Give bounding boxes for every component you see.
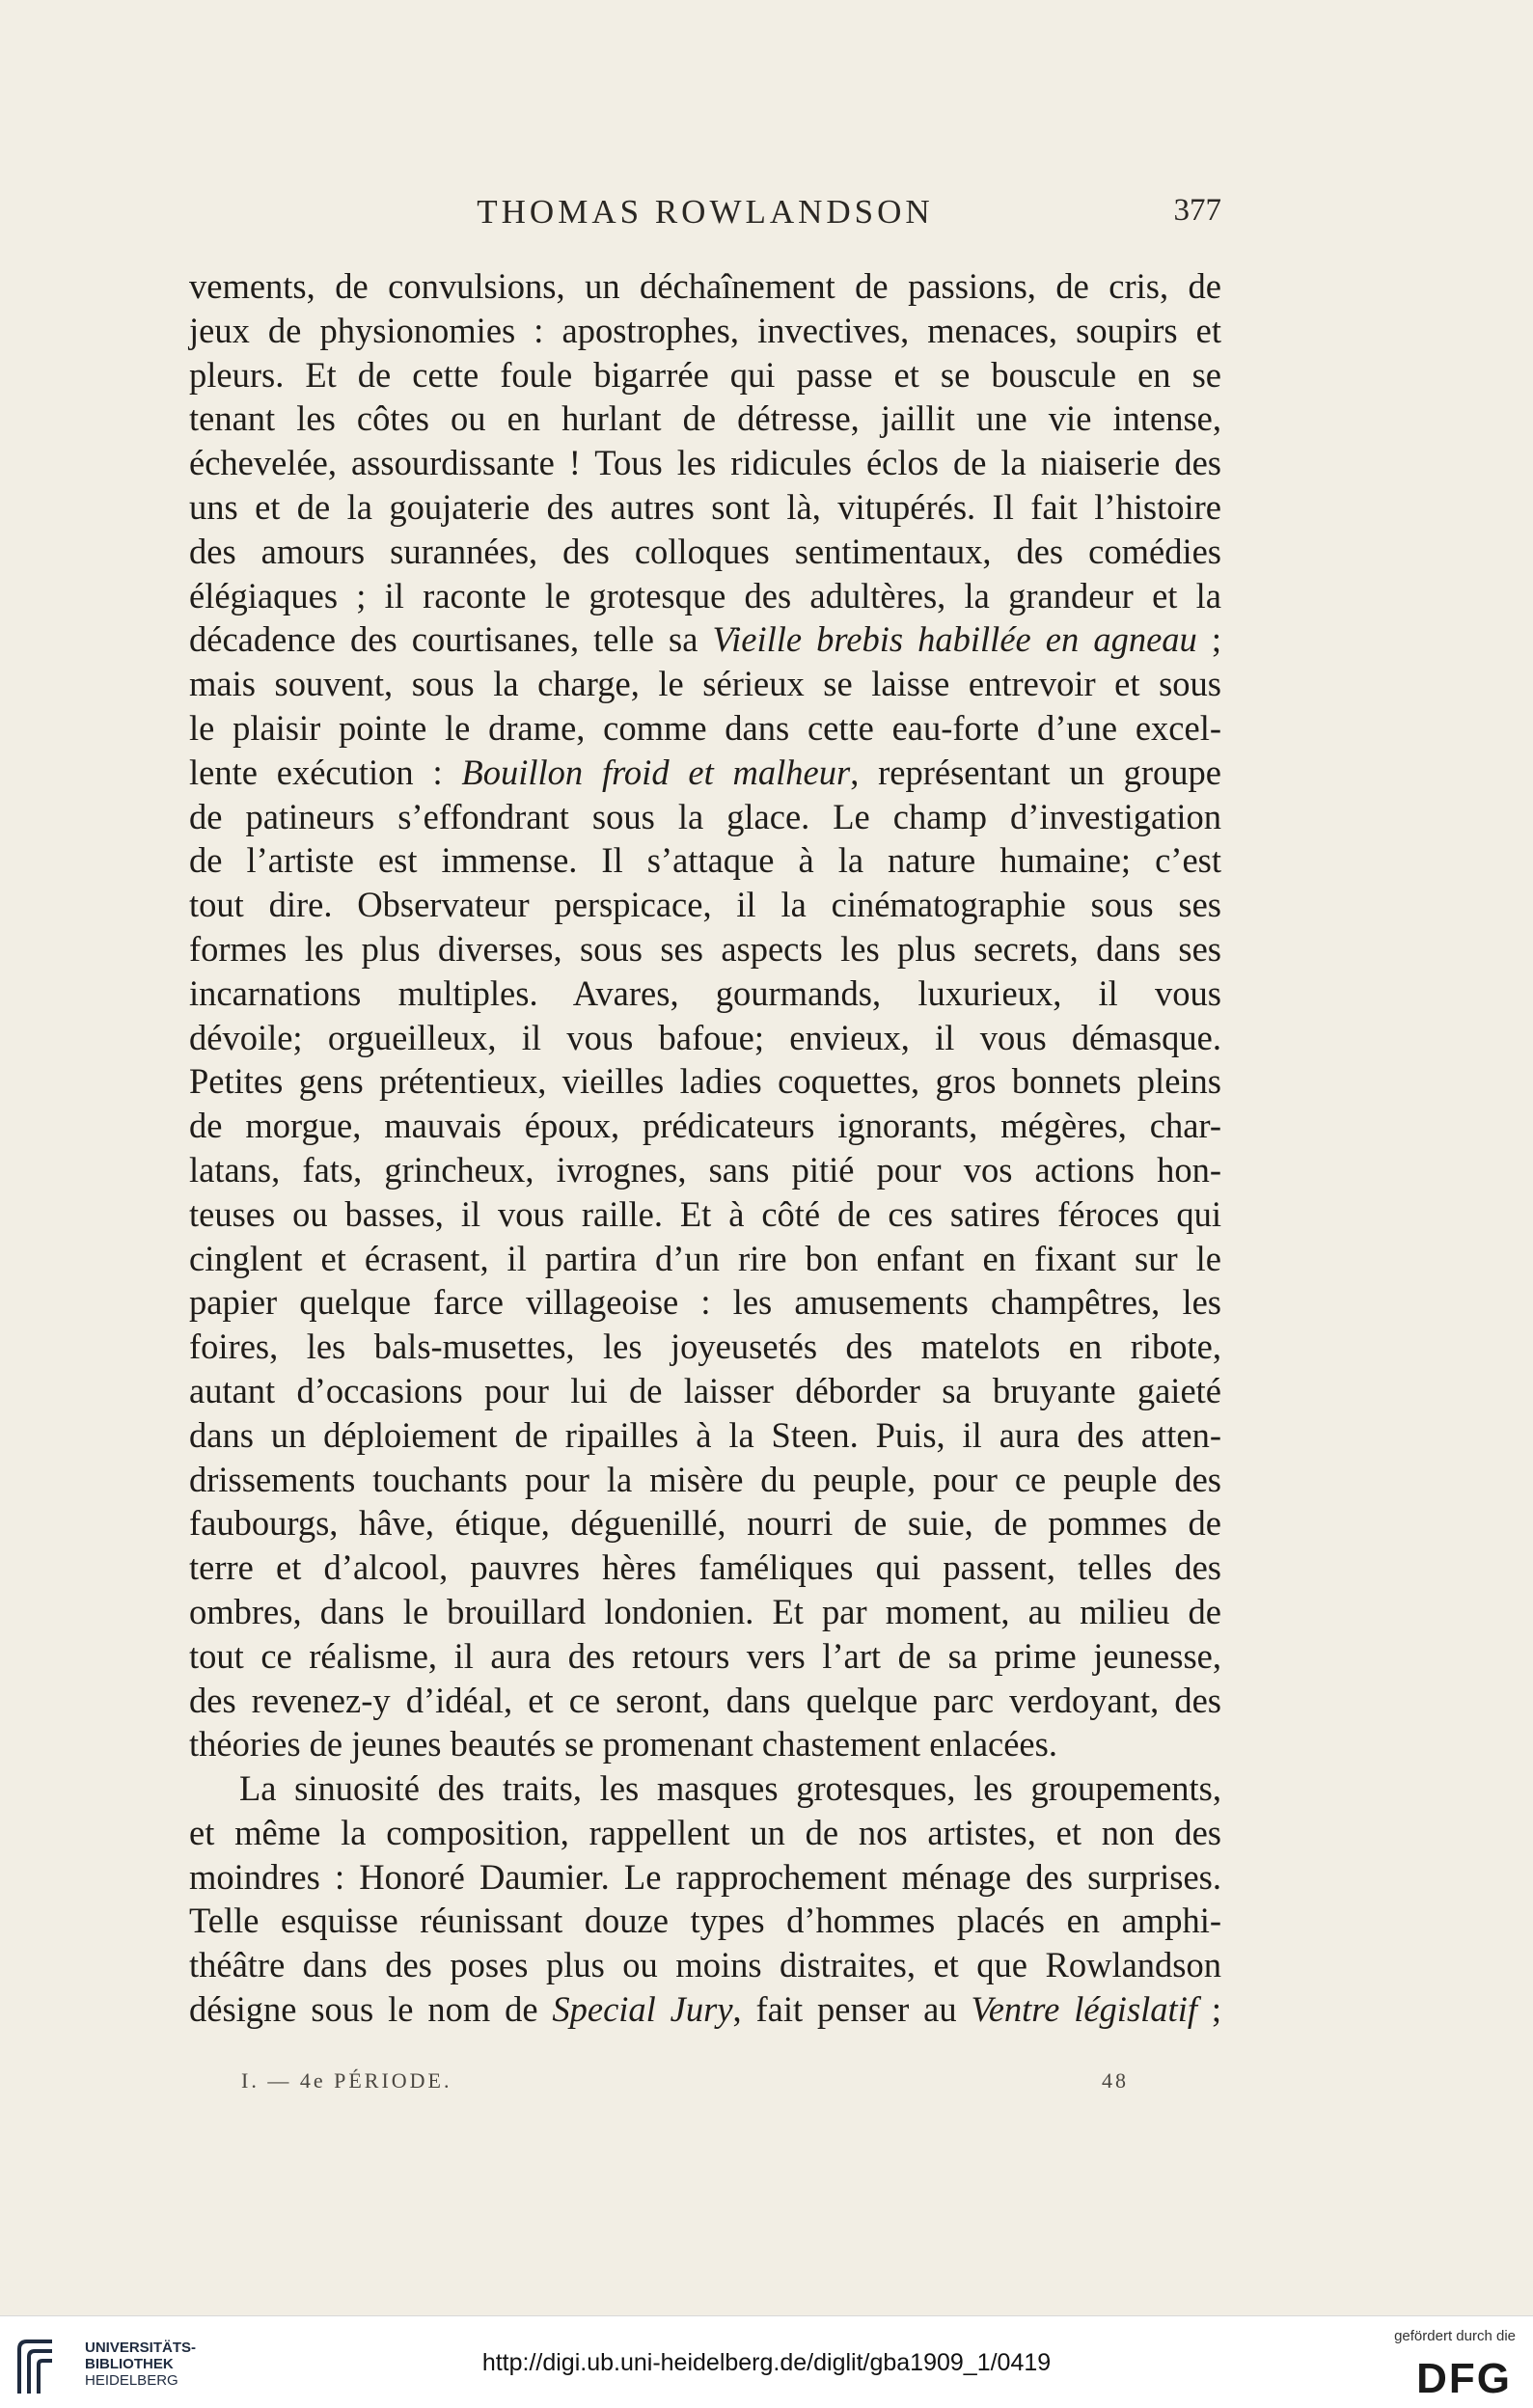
page-number: 377 bbox=[1173, 193, 1221, 228]
text-line: La sinuosité des traits, les masques grotesques, les groupements, bbox=[239, 1768, 1221, 1809]
text-line: des amours surannées, des colloques sentimentaux, des comédies bbox=[189, 531, 1221, 571]
text-line: de l’artiste est immense. Il s’attaque à la nature humaine; c’est bbox=[189, 840, 1221, 881]
text-line: élégiaques ; il raconte le grotesque des adultères, la grandeur et la bbox=[189, 575, 1221, 616]
signature-line bbox=[241, 2068, 1129, 2103]
text-line: autant d’occasions pour lui de laisser déborder sa bruyante gaieté bbox=[189, 1370, 1221, 1410]
text-segment: , représentant un groupe bbox=[850, 752, 1221, 792]
text-line: ombres, dans le brouillard londonien. Et par moment, au milieu de bbox=[189, 1591, 1221, 1631]
page-header bbox=[189, 193, 1221, 241]
digitization-footer bbox=[0, 2315, 1533, 2408]
text-line bbox=[189, 617, 1221, 662]
text-line: des revenez-y d’idéal, et ce seront, dans quelque parc verdoyant, des bbox=[189, 1680, 1221, 1720]
text-line: formes les plus diverses, sous ses aspects les plus secrets, dans ses bbox=[189, 928, 1221, 969]
text-line: échevelée, assourdissante ! Tous les ridicules éclos de la niaiserie des bbox=[189, 443, 1221, 483]
artwork-title: Bouillon froid et malheur bbox=[461, 752, 851, 792]
text-line: drissements touchants pour la misère du peuple, pour ce peuple des bbox=[189, 1459, 1221, 1499]
signature-number: 48 bbox=[1102, 2068, 1129, 2093]
text-segment: désigne sous le nom de bbox=[189, 1989, 553, 2030]
running-title: THOMAS ROWLANDSON bbox=[477, 193, 934, 231]
text-line: dévoile; orgueilleux, il vous bafoue; envieux, il vous démasque. bbox=[189, 1017, 1221, 1057]
library-name-line: UNIVERSITÄTS- bbox=[85, 2340, 197, 2356]
text-line: et même la composition, rappellent un de nos artistes, et non des bbox=[189, 1812, 1221, 1852]
funding-caption: gefördert durch die bbox=[1394, 2328, 1516, 2344]
text-line: jeux de physionomies : apostrophes, invectives, menaces, soupirs et bbox=[189, 310, 1221, 350]
text-segment: ; bbox=[1196, 619, 1221, 660]
body-text bbox=[189, 264, 1221, 2032]
library-name-line: BIBLIOTHEK bbox=[85, 2356, 174, 2372]
text-line: de morgue, mauvais époux, prédicateurs ignorants, mégères, char- bbox=[189, 1106, 1221, 1146]
text-line: mais souvent, sous la charge, le sérieux se laisse entrevoir et sous bbox=[189, 664, 1221, 704]
text-segment: ; bbox=[1196, 1989, 1221, 2030]
library-name-line: HEIDELBERG bbox=[85, 2372, 178, 2389]
text-segment: , fait penser au bbox=[732, 1989, 972, 2030]
text-line: tout dire. Observateur perspicace, il la cinématographie sous ses bbox=[189, 885, 1221, 925]
text-segment: décadence des courtisanes, telle sa bbox=[189, 619, 713, 660]
artwork-title: Special Jury bbox=[552, 1989, 733, 2030]
artwork-title: Vieille brebis habillée en agneau bbox=[712, 619, 1197, 660]
text-line: vements, de convulsions, un déchaînement de passions, de cris, de bbox=[189, 266, 1221, 306]
text-line bbox=[189, 1987, 1221, 2032]
text-line bbox=[189, 751, 1221, 795]
text-line: théories de jeunes beautés se promenant chastement enlacées. bbox=[189, 1724, 1057, 1765]
text-segment: lente exécution : bbox=[189, 752, 462, 792]
dfg-logo: DFG bbox=[1416, 2355, 1512, 2402]
text-line: faubourgs, hâve, étique, déguenillé, nourri de suie, de pommes de bbox=[189, 1503, 1221, 1544]
text-line: teuses ou basses, il vous raille. Et à côté de ces satires féroces qui bbox=[189, 1193, 1221, 1234]
text-line: terre et d’alcool, pauvres hères faméliques qui passent, telles des bbox=[189, 1547, 1221, 1588]
text-line: foires, les bals-musettes, les joyeusetés des matelots en ribote, bbox=[189, 1327, 1221, 1367]
text-line: théâtre dans des poses plus ou moins distraites, et que Rowlandson bbox=[189, 1945, 1221, 1985]
text-line: le plaisir pointe le drame, comme dans cette eau-forte d’une excel- bbox=[189, 707, 1221, 748]
text-line: moindres : Honoré Daumier. Le rapprochement ménage des surprises. bbox=[189, 1856, 1221, 1897]
text-line: dans un déploiement de ripailles à la Steen. Puis, il aura des atten- bbox=[189, 1414, 1221, 1455]
text-line: pleurs. Et de cette foule bigarrée qui passe et se bouscule en se bbox=[189, 354, 1221, 395]
text-line: tout ce réalisme, il aura des retours vers l’art de sa prime jeunesse, bbox=[189, 1635, 1221, 1676]
text-line: Petites gens prétentieux, vieilles ladies coquettes, gros bonnets pleins bbox=[189, 1061, 1221, 1102]
signature-label: I. — 4e PÉRIODE. bbox=[241, 2068, 452, 2093]
permalink-url[interactable]: http://digi.ub.uni-heidelberg.de/diglit/gba1909_1/0419 bbox=[481, 2349, 1052, 2376]
text-line: papier quelque farce villageoise : les amusements champêtres, les bbox=[189, 1282, 1221, 1323]
artwork-title: Ventre législatif bbox=[971, 1989, 1197, 2030]
text-line: Telle esquisse réunissant douze types d’hommes placés en amphi- bbox=[189, 1901, 1221, 1941]
text-line: cinglent et écrasent, il partira d’un rire bon enfant en fixant sur le bbox=[189, 1238, 1221, 1278]
text-line: incarnations multiples. Avares, gourmands, luxurieux, il vous bbox=[189, 972, 1221, 1013]
text-line: latans, fats, grincheux, ivrognes, sans pitié pour vos actions hon- bbox=[189, 1149, 1221, 1190]
text-line: de patineurs s’effondrant sous la glace. Le champ d’investigation bbox=[189, 796, 1221, 836]
text-line: uns et de la goujaterie des autres sont là, vitupérés. Il fait l’histoire bbox=[189, 486, 1221, 527]
text-line: tenant les côtes ou en hurlant de détresse, jaillit une vie intense, bbox=[189, 398, 1221, 439]
